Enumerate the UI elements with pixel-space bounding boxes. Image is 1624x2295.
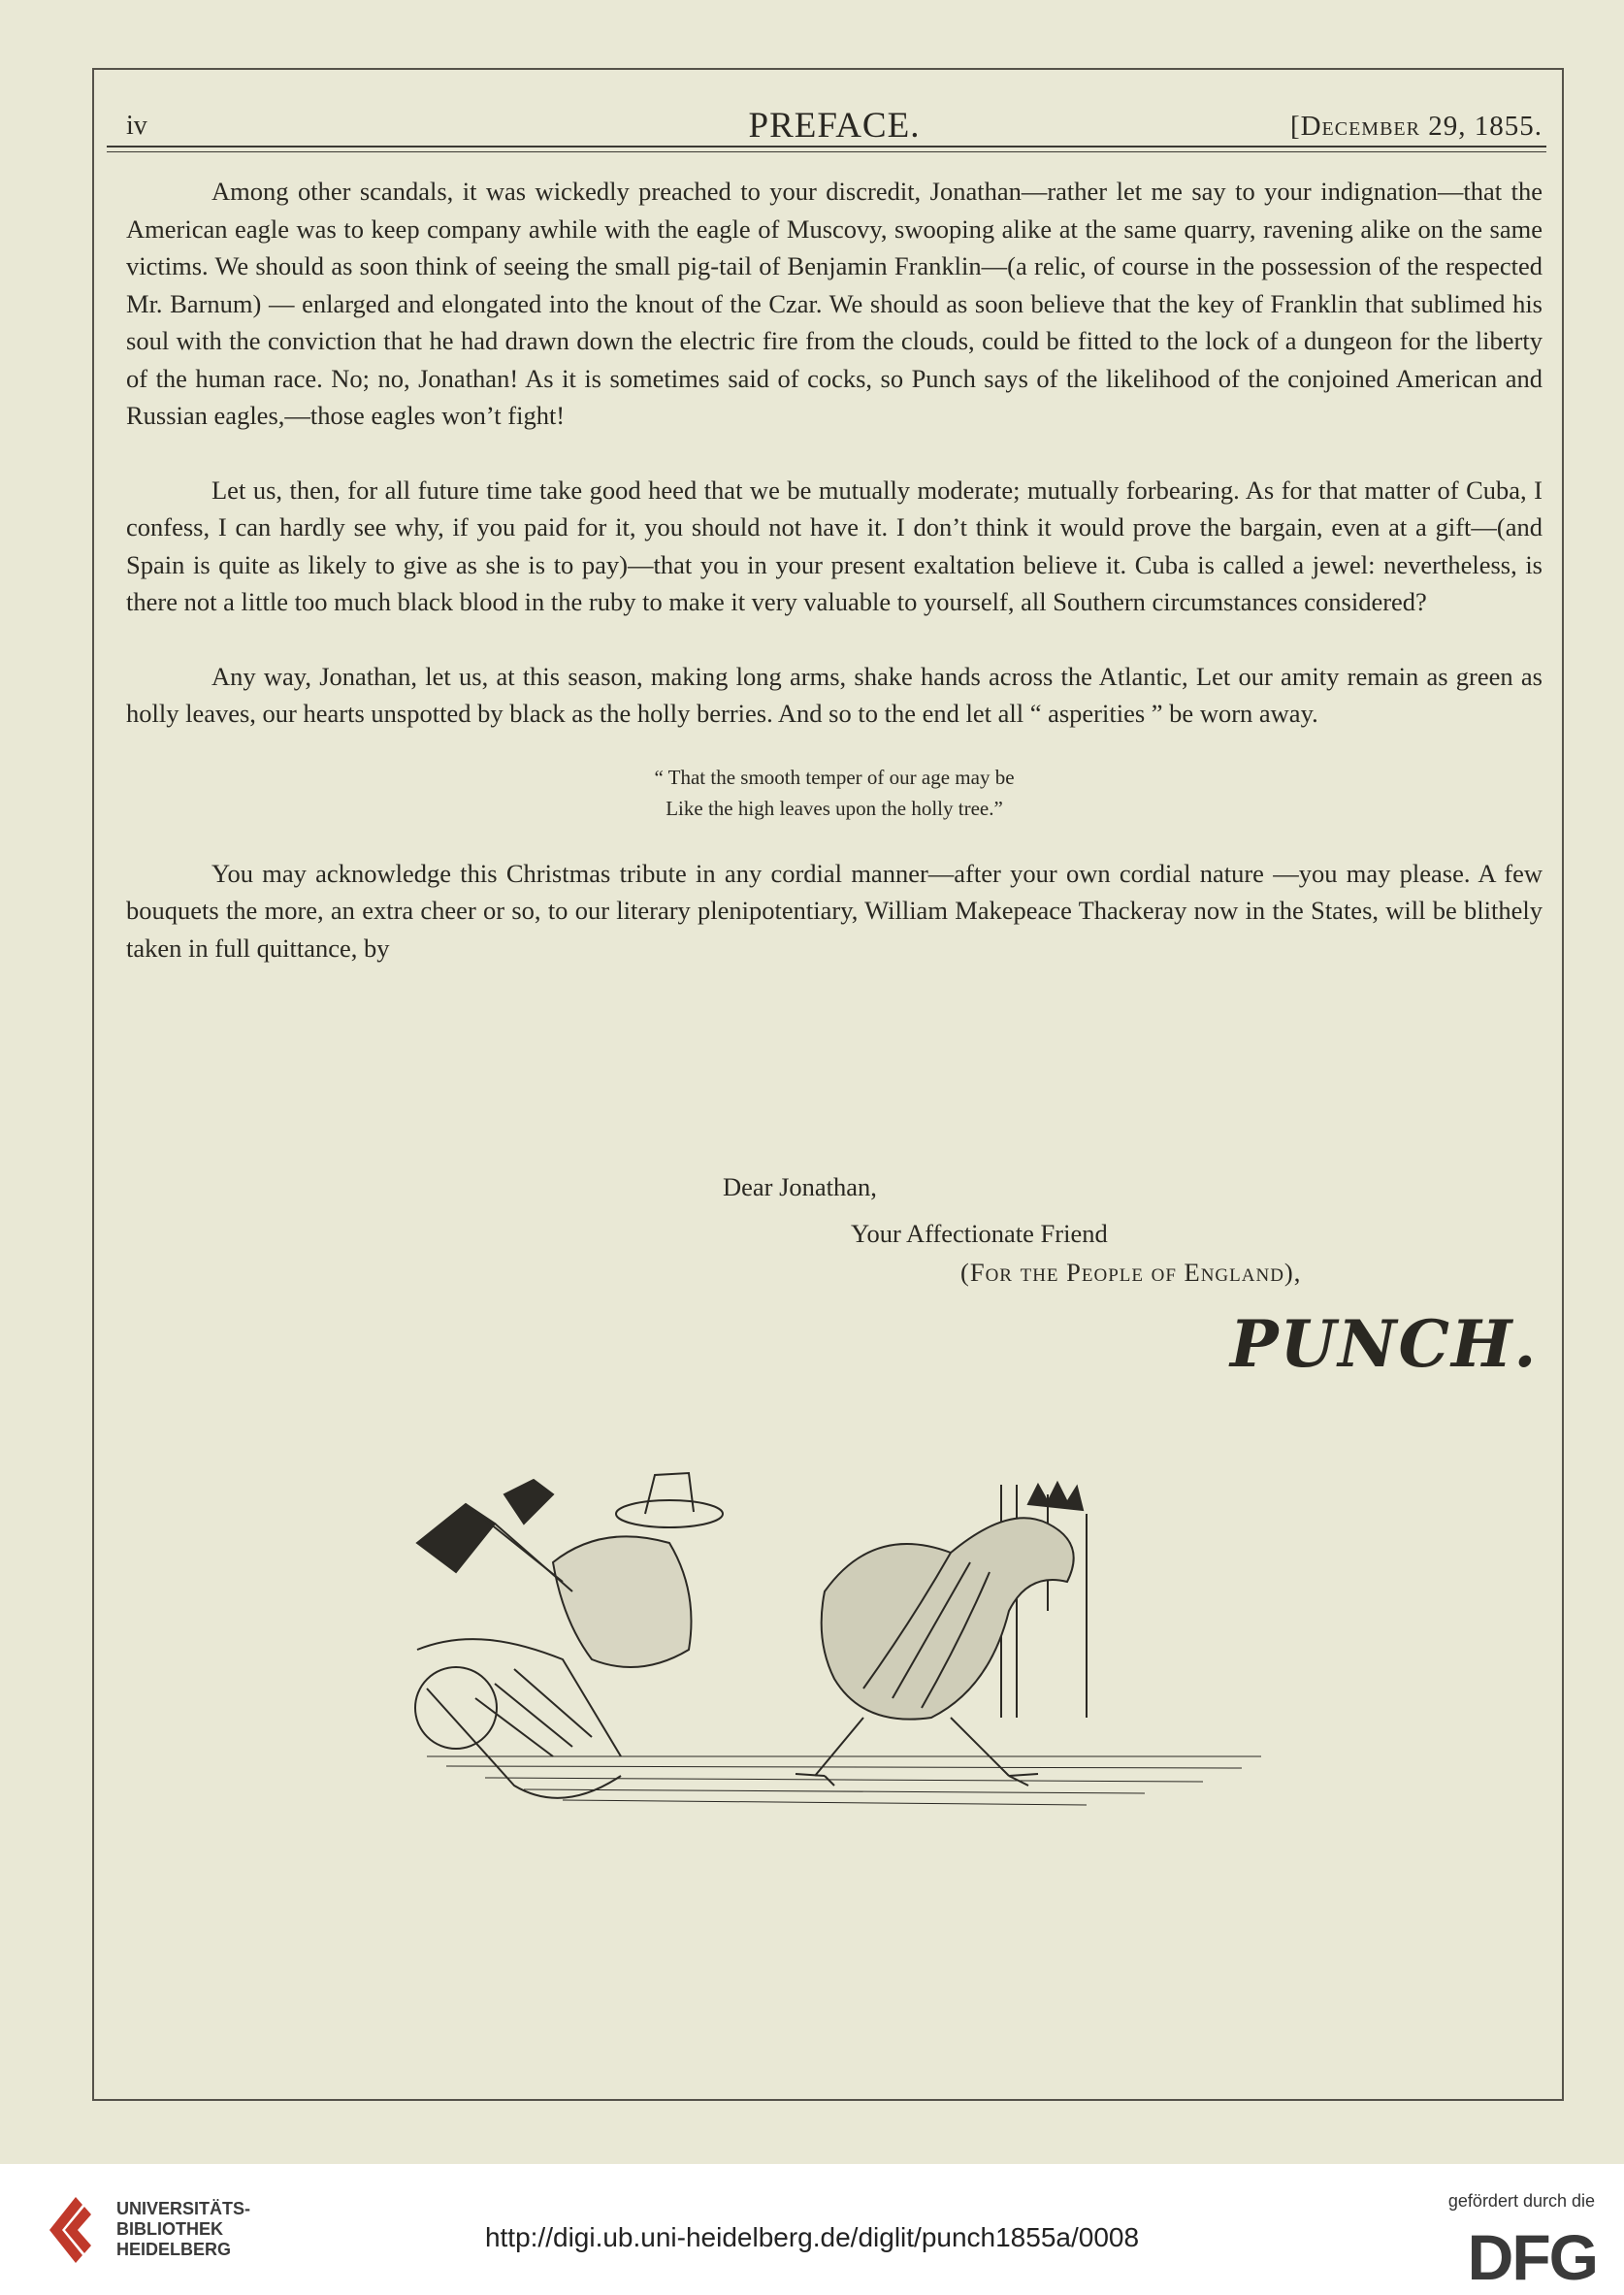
funding-caption: gefördert durch die bbox=[1447, 2191, 1595, 2211]
library-name-line-3: HEIDELBERG bbox=[116, 2240, 232, 2259]
dfg-logo: DFG bbox=[1467, 2221, 1597, 2293]
paragraph-2: Let us, then, for all future time take good heed that we be mutually moderate; mutually forbearing. As for that matter of Cuba, I confess, I can hardly see why, if you paid for it, you should not have it. I don’t think it would prove the bargain, even at a gift—(and Spain is quite as likely to give as she is to pay)—that you in your present exaltation believe it. Cuba is called a jewel: nevertheless, is there not a little too much black blood in the ruby to make it very valuable to yourself, all Southern circumstances considered? bbox=[126, 475, 1543, 616]
library-name-line-2: BIBLIOTHEK bbox=[116, 2219, 223, 2239]
page-title: PREFACE. bbox=[748, 106, 921, 146]
page-number: iv bbox=[126, 111, 147, 141]
header-date: [December 29, 1855. bbox=[1289, 111, 1543, 142]
header-rule bbox=[107, 146, 1546, 148]
header-rule-thin bbox=[107, 151, 1546, 152]
holly-quote bbox=[126, 762, 1543, 824]
preface-body bbox=[126, 173, 1543, 1003]
library-name-line-1: UNIVERSITÄTS- bbox=[116, 2199, 251, 2218]
closing-line-3: (For the People of England), bbox=[960, 1258, 1302, 1287]
paragraph-3: Any way, Jonathan, let us, at this season, making long arms, shake hands across the Atlantic, Let our amity remain as green as holly leaves, our hearts unspotted by black as the holly berries. And so to the end let all “ asperities ” be worn away. bbox=[126, 661, 1543, 728]
punch-signature: PUNCH. bbox=[1230, 1306, 1539, 1382]
engraving-eagle-and-rocking-chair bbox=[407, 1465, 1281, 1834]
closing-line-2: Your Affectionate Friend bbox=[851, 1219, 1108, 1248]
quote-line-2: Like the high leaves upon the holly tree.” bbox=[666, 796, 1003, 820]
running-header bbox=[126, 105, 1543, 148]
paragraph-4: You may acknowledge this Christmas tribute in any cordial manner—after your own cordial nature —you may please. A few bouquets the more, an extra cheer or so, to our literary plenipotentiary, William Makepeace Thackeray now in the States, will be blithely taken in full quittance, by bbox=[126, 858, 1543, 963]
permalink-url[interactable]: http://digi.ub.uni-heidelberg.de/diglit/punch1855a/0008 bbox=[484, 2222, 1140, 2252]
quote-line-1: “ That the smooth temper of our age may be bbox=[654, 765, 1015, 789]
closing-salutation: Dear Jonathan, bbox=[723, 1172, 877, 1201]
paragraph-1: Among other scandals, it was wickedly preached to your discredit, Jonathan—rather let me say to your indignation—that the American eagle was to keep company awhile with the eagle of Muscovy, swooping alike at the same quarry, ravening alike on the same victims. We should as soon think of seeing the small pig-tail of Benjamin Franklin—(a relic, of course in the possession of the respected Mr. Barnum) — enlarged and elongated into the knout of the Czar. We should as soon believe that the key of Franklin that sublimed his soul with the conviction that he had drawn down the electric fire from the clouds, could be fitted to the lock of a dungeon for the liberty of the human race. No; no, Jonathan! As it is sometimes said of cocks, so Punch says of the likelihood of the conjoined American and Russian eagles,—those eagles won’t fight! bbox=[126, 177, 1543, 430]
